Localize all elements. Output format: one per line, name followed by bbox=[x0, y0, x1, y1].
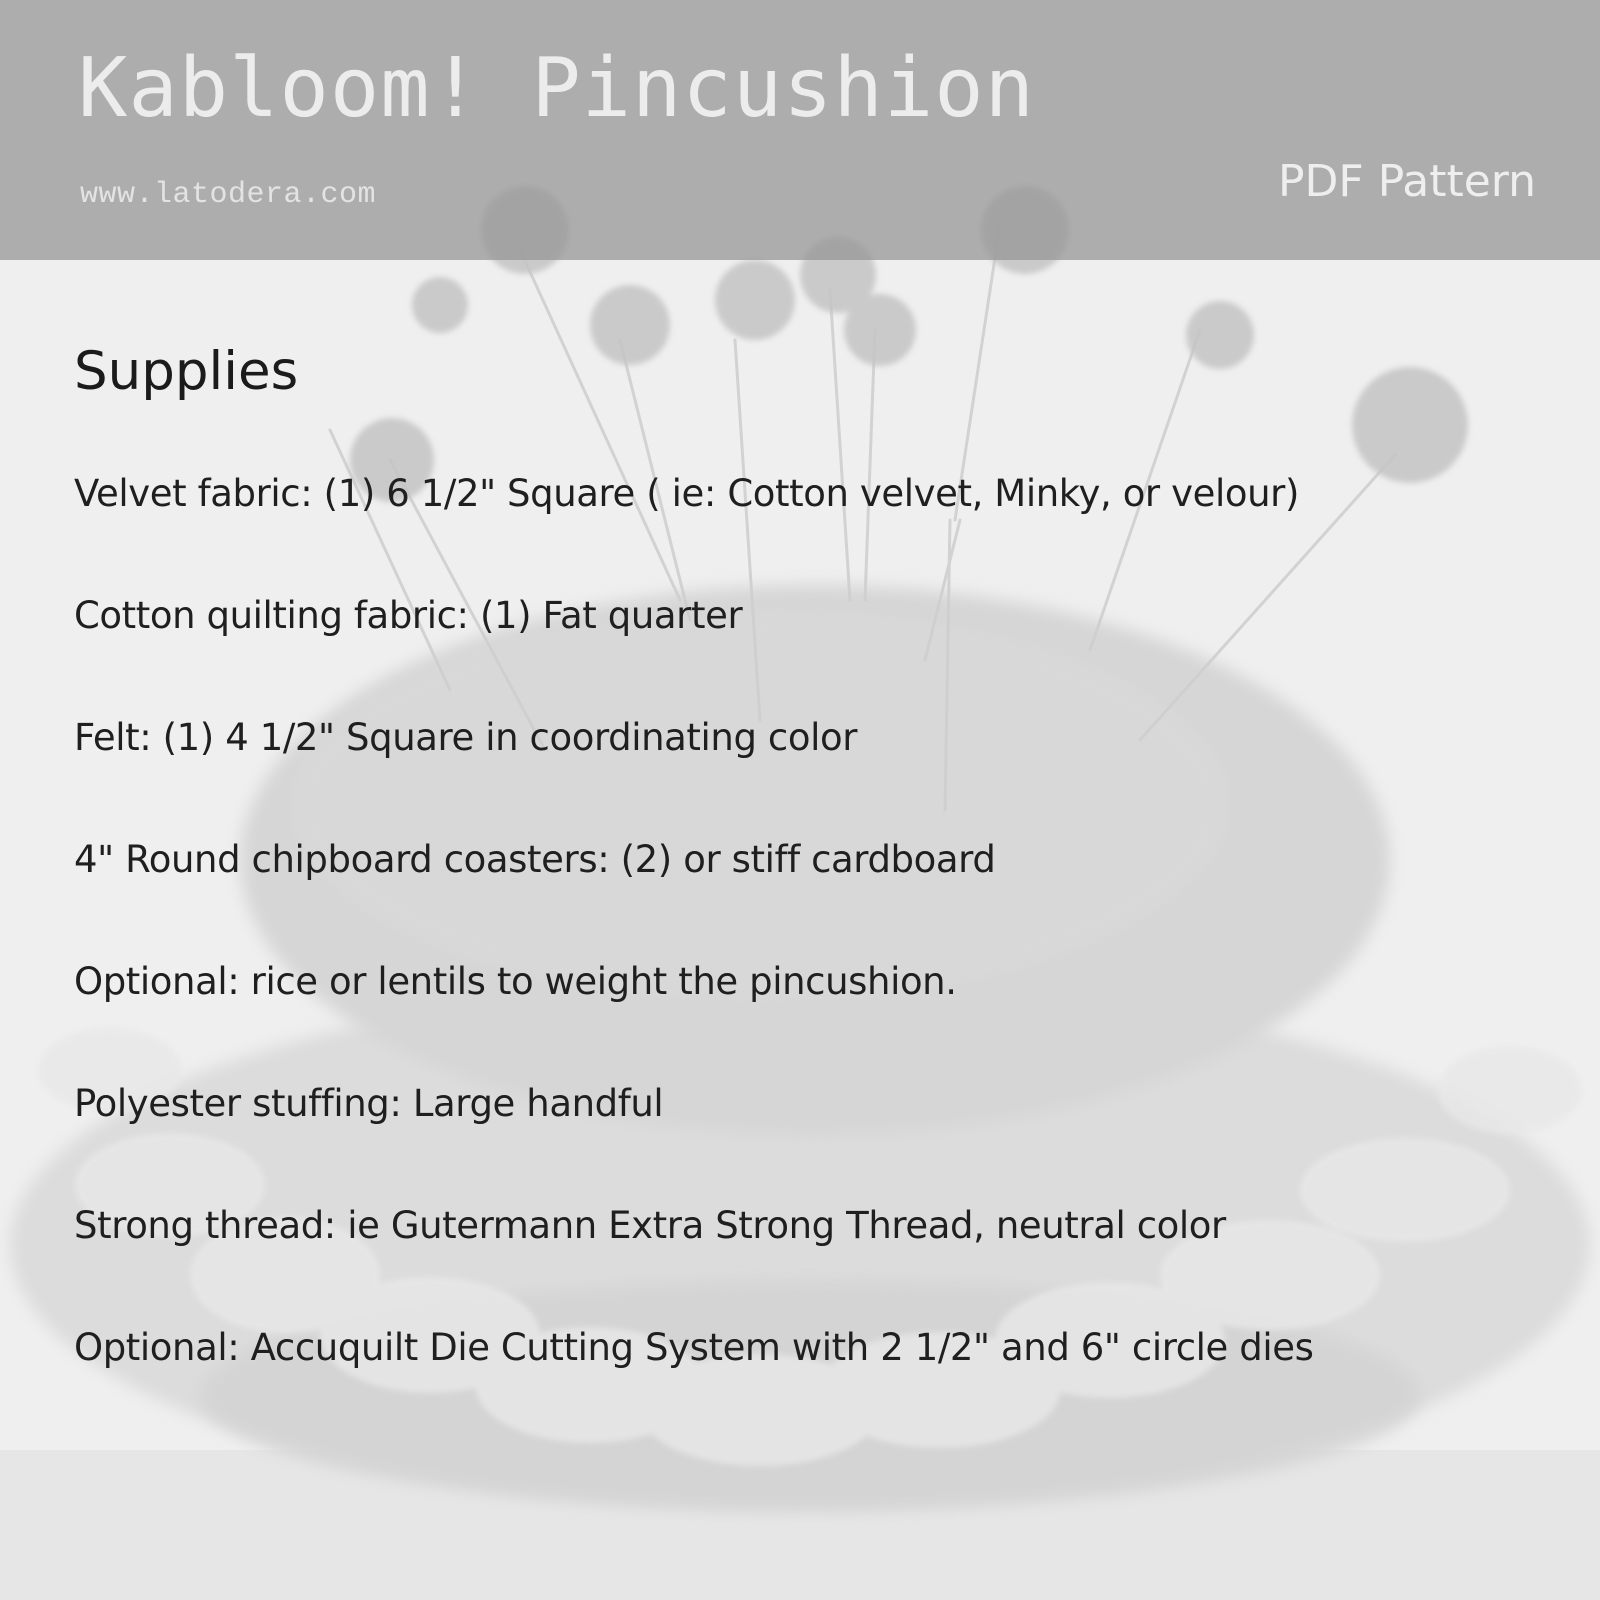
supply-item-stuffing: Polyester stuffing: Large handful bbox=[74, 1082, 664, 1126]
supply-item-thread: Strong thread: ie Gutermann Extra Strong Thread, neutral color bbox=[74, 1204, 1226, 1248]
supplies-section bbox=[74, 343, 1534, 1447]
supply-item-cotton-fabric: Cotton quilting fabric: (1) Fat quarter bbox=[74, 594, 743, 638]
supplies-heading: Supplies bbox=[74, 341, 299, 402]
website-url: www.latodera.com bbox=[80, 178, 377, 212]
supply-item-weight: Optional: rice or lentils to weight the pincushion. bbox=[74, 960, 957, 1004]
title-banner bbox=[0, 0, 1600, 260]
supply-item-felt: Felt: (1) 4 1/2" Square in coordinating color bbox=[74, 716, 858, 760]
page-title: Kabloom! Pincushion bbox=[78, 41, 1035, 136]
supplies-list bbox=[74, 471, 1534, 1371]
pattern-type-label: PDF Pattern bbox=[1277, 156, 1536, 207]
supply-item-coasters: 4" Round chipboard coasters: (2) or stiff cardboard bbox=[74, 838, 996, 882]
supply-item-velvet-fabric: Velvet fabric: (1) 6 1/2" Square ( ie: Cotton velvet, Minky, or velour) bbox=[74, 472, 1299, 516]
supply-item-die-cutting: Optional: Accuquilt Die Cutting System with 2 1/2" and 6" circle dies bbox=[74, 1326, 1314, 1370]
